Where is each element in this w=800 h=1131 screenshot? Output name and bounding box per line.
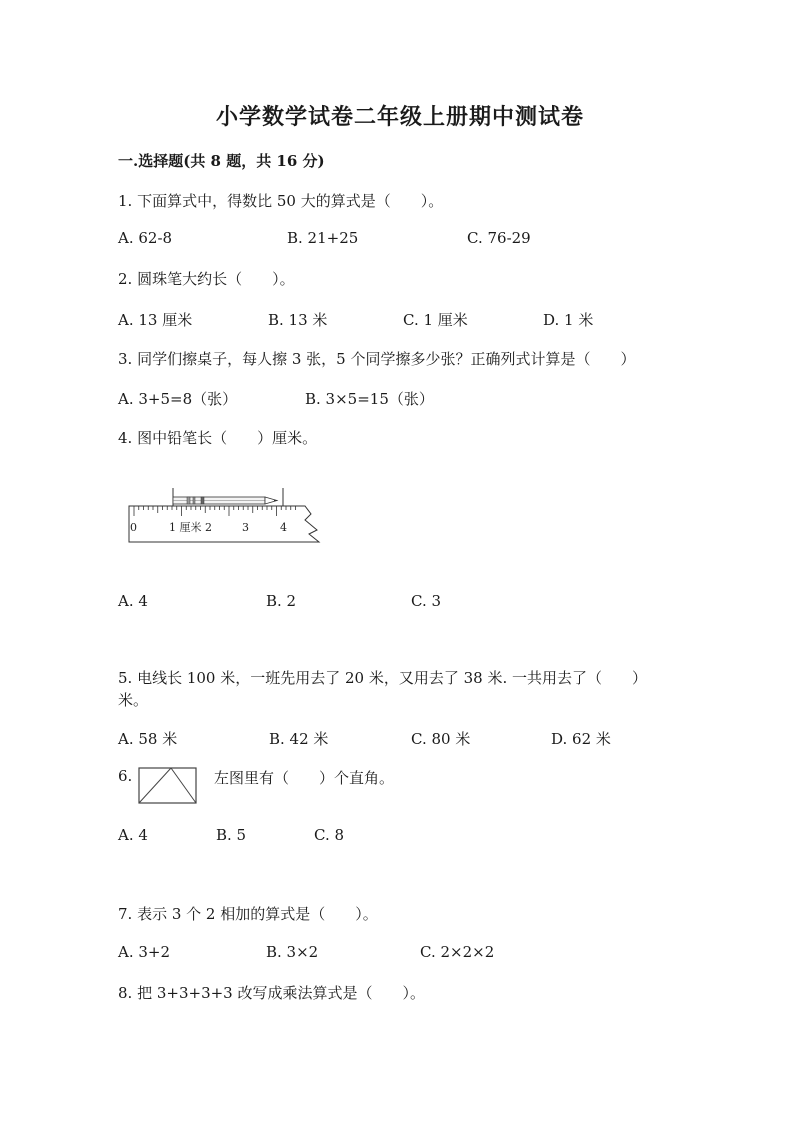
question-2-option-b: B. 13 米 bbox=[268, 311, 328, 329]
question-1-option-c: C. 76-29 bbox=[467, 229, 531, 247]
question-1-option-a: A. 62-8 bbox=[118, 229, 173, 247]
question-2-option-c: C. 1 厘米 bbox=[403, 311, 468, 329]
question-2-option-d: D. 1 米 bbox=[543, 311, 594, 329]
question-5-option-c: C. 80 米 bbox=[411, 730, 471, 748]
question-7-option-a: A. 3+2 bbox=[118, 943, 171, 961]
question-5-stem-line2: 米。 bbox=[118, 691, 149, 709]
question-6-option-b: B. 5 bbox=[216, 826, 247, 844]
section-heading: 一.选择题(共 8 题，共 16 分) bbox=[118, 152, 325, 170]
question-6-option-a: A. 4 bbox=[118, 826, 148, 844]
question-7-option-c: C. 2×2×2 bbox=[420, 943, 495, 961]
question-4-stem: 4. 图中铅笔长（ ）厘米。 bbox=[118, 429, 318, 447]
question-6-option-c: C. 8 bbox=[314, 826, 345, 844]
question-8-stem: 8. 把 3+3+3+3 改写成乘法算式是（ ）。 bbox=[118, 984, 425, 1002]
question-1-stem: 1. 下面算式中，得数比 50 大的算式是（ ）。 bbox=[118, 192, 444, 210]
ruler-label-3: 3 bbox=[242, 521, 249, 534]
question-5-stem-line1: 5. 电线长 100 米，一班先用去了 20 米，又用去了 38 米. 一共用去了（ ） bbox=[118, 669, 648, 687]
question-6-stem: 左图里有（ ）个直角。 bbox=[214, 769, 395, 787]
ruler-label-0: 0 bbox=[130, 521, 137, 534]
question-5-option-b: B. 42 米 bbox=[269, 730, 329, 748]
question-3-option-b: B. 3×5=15（张） bbox=[305, 390, 434, 408]
ruler-figure bbox=[125, 478, 325, 548]
rectangle-diagram bbox=[137, 766, 199, 806]
question-2-stem: 2. 圆珠笔大约长（ ）。 bbox=[118, 270, 295, 288]
question-4-option-c: C. 3 bbox=[411, 592, 442, 610]
question-2-option-a: A. 13 厘米 bbox=[118, 311, 193, 329]
question-1-option-b: B. 21+25 bbox=[287, 229, 359, 247]
question-6-number: 6. bbox=[118, 767, 133, 785]
question-5-option-a: A. 58 米 bbox=[118, 730, 178, 748]
page-title: 小学数学试卷二年级上册期中测试卷 bbox=[215, 104, 584, 130]
question-7-stem: 7. 表示 3 个 2 相加的算式是（ ）。 bbox=[118, 905, 378, 923]
question-4-option-a: A. 4 bbox=[118, 592, 148, 610]
question-3-option-a: A. 3+5=8（张） bbox=[118, 390, 238, 408]
question-5-option-d: D. 62 米 bbox=[551, 730, 611, 748]
question-3-stem: 3. 同学们擦桌子，每人擦 3 张，5 个同学擦多少张？正确列式计算是（ ） bbox=[118, 350, 636, 368]
pencil-icon bbox=[173, 497, 278, 504]
question-4-option-b: B. 2 bbox=[266, 592, 297, 610]
question-7-option-b: B. 3×2 bbox=[266, 943, 319, 961]
ruler-label-4: 4 bbox=[280, 521, 287, 534]
ruler-label-1-2: 1 厘米 2 bbox=[169, 521, 212, 534]
